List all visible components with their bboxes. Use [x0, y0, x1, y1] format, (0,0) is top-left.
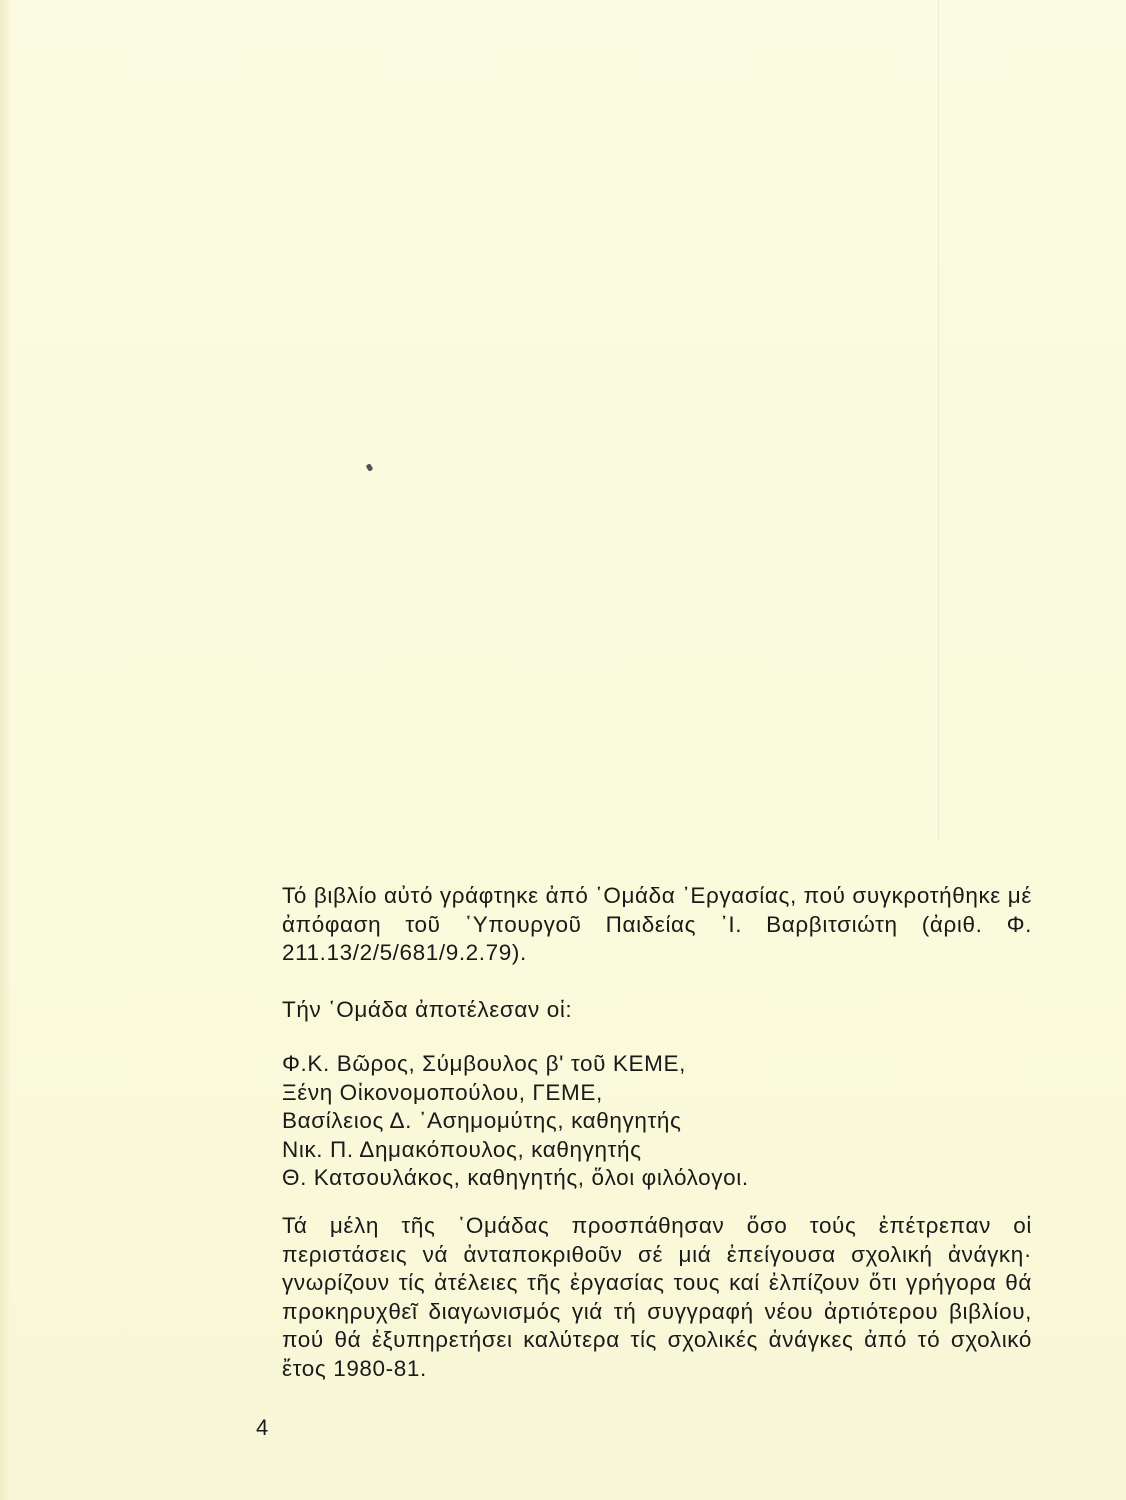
team-member: Θ. Κατσουλάκος, καθηγητής, ὅλοι φιλόλογοι. [282, 1165, 749, 1190]
page-number: 4 [256, 1415, 269, 1440]
page-edge-shadow [0, 0, 10, 1500]
team-member: Νικ. Π. Δημακόπουλος, καθηγητής [282, 1136, 642, 1162]
bleed-through-line [938, 0, 939, 840]
team-member: Βασίλειος Δ. ᾿Ασημομύτης, καθηγητής [282, 1108, 682, 1133]
ink-speck [366, 463, 374, 472]
team-members-list [282, 1050, 1032, 1193]
team-heading: Τήν ῾Ομάδα ἀποτέλεσαν οἱ: [282, 997, 573, 1022]
team-member: Φ.Κ. Βῶρος, Σύμβουλος β' τοῦ ΚΕΜΕ, [282, 1051, 686, 1076]
closing-paragraph: Τά μέλη τῆς ῾Ομάδας προσπάθησαν ὅσο τούς ἐπέτρεπαν οἱ περιστάσεις νά ἀνταποκριθοῦν σέ μιά ἐπείγουσα σχολική ἀνάγκη· γνωρίζουν τίς ἀτέλειες τῆς ἐργασίας τους καί ἐλπίζουν ὅτι γρήγορα θά προκηρυχθεῖ διαγωνισμός γιά τή συγγραφή νέου ἀρτιότερου βιβλίου, πού θά ἐξυπηρετήσει καλύτερα τίς σχολικές ἀνάγκες ἀπό τό σχολικό ἔτος 1980-81. [282, 1213, 1032, 1381]
intro-paragraph: Τό βιβλίο αὐτό γράφτηκε ἀπό ῾Ομάδα ᾿Εργασίας, πού συγκροτήθηκε μέ ἀπόφαση τοῦ ῾Υπουργοῦ Παιδείας ᾿Ι. Βαρβιτσιώτη (ἀριθ. Φ. 211.13/2/5/681/9.2.79). [282, 883, 1032, 965]
team-member: Ξένη Οἰκονομοπούλου, ΓΕΜΕ, [282, 1079, 603, 1105]
